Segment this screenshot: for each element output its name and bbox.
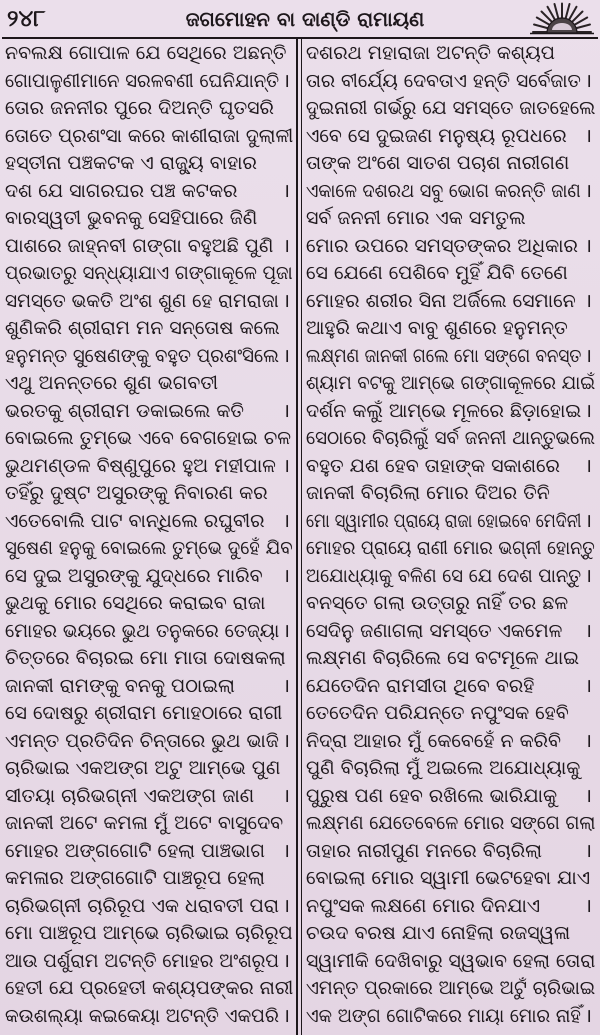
verse-text: ତୋର ଜନନୀର ପୁରେ ଦିଅନ୍ତି ଘୃତସରି (5, 97, 274, 119)
verse-text: ଚିତ୍ତରେ ବିଚାରଇ ମୋ ମାତା ଦୋଷକଲା (5, 647, 286, 669)
verse-line (5, 728, 293, 756)
verse-text: ଜାନକୀ ଅଟେ କମଳା ମୁଁ ଅଟେ ବାସୁଦେବ (5, 812, 284, 834)
verse-line (5, 288, 293, 316)
verse-line (5, 948, 293, 976)
verse-line (5, 563, 293, 591)
verse-line (5, 150, 293, 178)
danda-mark: । (282, 894, 290, 917)
verse-text: ଜାନକୀ ରାମଙ୍କୁ ବନକୁ ପଠାଇଲା (5, 674, 235, 697)
verse-text: ସେ ଦୁଇ ଅସୁରଙ୍କୁ ଯୁଦ୍ଧରେ ମାରିବ (5, 564, 263, 587)
verse-line (306, 893, 595, 921)
verse-text: ଚାରିଭଗ୍ନୀ ଚାରିରୂପ ଏକ ଧରାବତୀ ପରା (5, 894, 279, 917)
verse-text: ଏତେବୋଲି ପାଟ ବାନ୍ଧିଲେ ରଘୁବୀର (5, 509, 265, 532)
verse-line (5, 1003, 293, 1031)
verse-text: ହନୁମନ୍ତ ସୁଷେଣଙ୍କୁ ବହୁତ ପ୍ରଶଂସିଲେ (5, 344, 279, 367)
verse-text: କଉଶଲ୍ୟା କଇକେୟା ଅଟନ୍ତି ଏକପରି (5, 1004, 279, 1027)
verse-line (5, 315, 293, 343)
verse-text: ସମସ୍ତେ ଭକତି ଅଂଶ ଶୁଣ ହେ ରାମରାଜା (5, 289, 279, 312)
verse-line (5, 95, 293, 123)
verse-text: ଲକ୍ଷ୍ମଣ ଯେତେବେଳେ ମୋର ସଙ୍ଗେ ଗଲା (306, 812, 595, 834)
verse-line (5, 123, 293, 151)
page-number: ୨୪୮ (7, 6, 46, 32)
danda-mark: । (282, 1004, 290, 1027)
verse-text: ମୋର ଉପରେ ସମସ୍ତଙ୍କର ଅଧିକାର (306, 234, 578, 257)
verse-line (5, 398, 293, 426)
danda-mark: । (584, 344, 592, 367)
verse-text: ତାଙ୍କ ଅଂଶେ ସାତଶ ପଚାଶ ନାରୀଗଣ (306, 152, 570, 174)
verse-text: ହସ୍ତୀନା ପଞ୍ଚକଟକ ଏ ରାଜ୍ୟୁ ବାହାର (5, 152, 257, 174)
verse-line (306, 838, 595, 866)
verse-text: ଆଉ ପର୍ଶୁରାମ ଅଟନ୍ତି ମୋହର ଅଂଶରୂପ (5, 949, 280, 972)
verse-line (5, 205, 293, 233)
verse-text: ଚାରିଭାଇ ଏକଅଙ୍ଗ ଅଟୁ ଆମ୍ଭେ ପୁଣ (5, 757, 281, 779)
verse-text: ମୋହର ଅଙ୍ଗଗୋଟି ହେଲା ପାଞ୍ଚଭାଗ (5, 839, 265, 862)
verse-line (306, 865, 595, 893)
verse-line (5, 838, 293, 866)
verse-line (5, 535, 293, 563)
verse-text: ନବଲକ୍ଷ ଗୋପାଳ ଯେ ସେଥିରେ ଅଛନ୍ତି (5, 42, 287, 64)
verse-line (5, 893, 293, 921)
danda-mark: । (282, 344, 290, 367)
danda-mark: । (282, 234, 290, 257)
danda-mark: । (584, 1004, 592, 1027)
verse-line (306, 783, 595, 811)
danda-mark: । (282, 674, 290, 697)
verse-line (306, 425, 595, 453)
verse-text: ଏକ ଅଙ୍ଗ ଗୋଟିକରେ ମାୟା ମୋର ନାହିଁ (306, 1004, 581, 1027)
danda-mark: । (282, 949, 290, 972)
verse-line (306, 205, 595, 233)
verse-line (306, 755, 595, 783)
verse-text: ନିଦ୍ରା ଆହାର ମୁଁ କେବେହେଁ ନ କରିବି (306, 729, 562, 752)
danda-mark: । (584, 234, 592, 257)
verse-text: ତାହାର ନାରୀପୁଣ ମନରେ ବିଚାରିଲା (306, 839, 543, 862)
verse-line (306, 95, 595, 123)
danda-mark: । (584, 729, 592, 752)
verse-line (5, 178, 293, 206)
verse-line (306, 40, 595, 68)
verse-text: ପ୍ରଭାତରୁ ସନ୍ଧ୍ୟାଯାଏ ଗଙ୍ଗାକୂଳେ ପୂଜା (5, 262, 293, 284)
verse-line (306, 645, 595, 673)
verse-line (5, 645, 293, 673)
right-column (306, 40, 595, 1030)
rising-sun-logo-icon (528, 2, 596, 36)
verse-text: ତାର ବୀର୍ଯ୍ୟେ ଦେବତାଏ ହନ୍ତି ସର୍ବେଜାତ (306, 69, 581, 92)
verse-text: ଲକ୍ଷ୍ମଣ ଜାନକୀ ଗଲେ ମୋ ସଙ୍ଗେ ବନସ୍ତ (306, 344, 582, 367)
verse-line (5, 370, 293, 398)
danda-mark: । (282, 509, 290, 532)
column-divider (301, 39, 303, 1035)
danda-mark: । (584, 894, 592, 917)
verse-text: ଶୁଣିକରି ଶ୍ରୀରାମ ମନ ସନ୍ତୋଷ କଲେ (5, 317, 280, 339)
danda-mark: । (282, 839, 290, 862)
verse-line (5, 590, 293, 618)
verse-line (5, 260, 293, 288)
verse-text: ଲକ୍ଷ୍ମଣ ବିଚାରିଲେ ସେ ବଟମୂଳେ ଥାଇ (306, 647, 580, 669)
verse-text: ବନସ୍ତେ ଗଲା ଉତ୍ତାରୁ ନାହିଁ ତର ଛଳ (306, 592, 569, 614)
verse-text: ଯେତେଦିନ ରାମସୀତା ଥିବେ ବରହି (306, 674, 535, 697)
danda-mark: । (584, 289, 592, 312)
verse-line (306, 975, 595, 1003)
verse-text: ବୋଇଲା ମୋର ସ୍ୱାମୀ ଭେଟହେବା ଯାଏ (306, 867, 591, 889)
danda-mark: । (282, 399, 290, 422)
verse-line (306, 673, 595, 701)
verse-line (306, 508, 595, 536)
verse-text: ବହୁତ ଯଶ ହେବ ତାହାଙ୍କ ସକାଶରେ (306, 454, 560, 477)
verse-text: ମୋହର ଶରୀର ସିନା ଅର୍ଜିଲେ ସେମାନେ (306, 289, 576, 312)
verse-line (306, 343, 595, 371)
verse-text: ଜାନକୀ ବିଚାରିଲା ମୋର ଦିଅର ତିନି (306, 482, 550, 504)
verse-text: ସେ ଯେଣେ ପେଶିବେ ମୁହିଁ ଯିବି ତେଣେ (306, 262, 568, 284)
verse-text: ତୋତେ ପ୍ରଶଂସା କରେ କାଶୀରାଜା ଦୁଲାଳୀ (5, 124, 293, 147)
verse-text: ଦଶ ଯେ ସାଗରଘର ପଞ୍ଚ କଟକର (5, 179, 238, 202)
danda-mark: । (282, 454, 290, 477)
verse-line (306, 563, 595, 591)
verse-line (306, 948, 595, 976)
verse-line (306, 150, 595, 178)
danda-mark: । (584, 619, 592, 642)
verse-text: ମୋ ପାଞ୍ଚରୂପ ଆମ୍ଭେ ଚାରିଭାଇ ଚାରିରୂପ (5, 922, 293, 944)
danda-mark: । (584, 564, 592, 587)
verse-line (306, 398, 595, 426)
verse-text: ପୁରୁଷ ପଣ ହେବ ରଖିଲେ ଭାରିଯାକୁ (306, 784, 557, 807)
verse-line (5, 453, 293, 481)
verse-line (5, 783, 293, 811)
verse-text: ସେ ଦୋଷରୁ ଶ୍ରୀରାମ ମୋହଠାରେ ରାଗୀ (5, 702, 283, 724)
verse-text: ମୋ ସ୍ୱାମୀର ପ୍ରାୟେ ରାଜା ହୋଇବେ ମେଦିନୀ (306, 509, 582, 532)
verse-line (306, 535, 595, 563)
danda-mark: । (584, 839, 592, 862)
danda-mark: । (584, 509, 592, 532)
verse-text: ନପୁଂସକ ଲକ୍ଷଣେ ମୋର ଦିନଯାଏ (306, 894, 541, 917)
danda-mark: । (584, 674, 592, 697)
danda-mark: । (584, 179, 592, 202)
verse-text: ଏମନ୍ତ ପ୍ରକାରେ ଆମ୍ଭେ ଅଟୁଁ ଚାରିଭାଇ (306, 977, 595, 999)
verse-text: ଶ୍ୟାମ ବଟକୁ ଆମ୍ଭେ ଗଙ୍ଗାକୂଳରେ ଯାଇଁ (306, 372, 595, 394)
verse-text: ସେଠାରେ ବିଚାରିଲୁଁ ସର୍ବ ଜନନୀ ଥାନ୍ତୁଭଲେ (306, 427, 595, 449)
danda-mark: । (282, 179, 290, 202)
verse-line (5, 700, 293, 728)
verse-text: ସୀତୟା ଚାରିଭଗ୍ନୀ ଏକଅଙ୍ଗ ଜାଣ (5, 784, 255, 807)
verse-line (306, 1003, 595, 1031)
verse-line (5, 618, 293, 646)
running-title: ଜଗମୋହନ ବା ଦାଣ୍ଡି ରାମାୟଣ (185, 7, 425, 31)
verse-text: ପାଶରେ ଜାହ୍ନବୀ ଗଙ୍ଗା ବହୁଅଛି ପୁଣି (5, 234, 274, 257)
verse-line (306, 453, 595, 481)
verse-text: ଆହୁରି କଥାଏ ବାବୁ ଶୁଣରେ ହନୁମନ୍ତ (306, 317, 568, 339)
verse-text: ଏମନ୍ତ ପ୍ରତିଦିନ ଚିନ୍ତାରେ ଭୁଥ ଭାଜି (5, 729, 279, 752)
verse-text: ଭରତକୁ ଶ୍ରୀରାମ ଡକାଇଲେ କତି (5, 399, 244, 422)
verse-text: ବୋଇଲେ ତୁମ୍ଭେ ଏବେ ବେଗହୋଇ ଚଳ (5, 427, 291, 449)
left-column (5, 40, 293, 1030)
verse-text: ଏଥୁ ଅନନ୍ତରେ ଶୁଣ ଭଗବତୀ (5, 372, 219, 394)
verse-text: ଭୁଥକୁ ମୋର ସେଥିରେ କରାଇବ ରାଜା (5, 592, 266, 614)
verse-text: ହେତୀ ଯେ ପ୍ରହେତୀ କଶ୍ୟପଙ୍କର ନାରୀ (5, 977, 293, 999)
verse-line (5, 68, 293, 96)
verse-text: ମୋହର ଭୟରେ ଭୁଥ ତନୁକରେ ତେଜ୍ୟା (5, 619, 280, 642)
verse-line (5, 920, 293, 948)
verse-line (306, 700, 595, 728)
verse-line (5, 755, 293, 783)
verse-line (306, 618, 595, 646)
verse-line (306, 810, 595, 838)
verse-text: ପୁଣି ବିଚାରିଲା ମୁଁ ଅଇଲେ ଅଯୋଧ୍ୟାକୁ (306, 757, 581, 779)
verse-text: ଏକାଳେ ଦଶରଥ ସବୁ ଭୋଗ କରନ୍ତି ଜାଣ (306, 179, 581, 202)
verse-line (306, 288, 595, 316)
column-divider (296, 39, 298, 1035)
verse-line (5, 508, 293, 536)
danda-mark: । (584, 399, 592, 422)
verse-line (5, 865, 293, 893)
verse-text: ମୋହର ପ୍ରାୟେ ରାଣୀ ମୋର ଭଗ୍ନୀ ହୋନ୍ତୁ (306, 537, 595, 559)
verse-text: ଦର୍ଶନ କଲୁଁ ଆମ୍ଭେ ମୂଳରେ ଛିଡ଼ାହୋଇ (306, 399, 582, 422)
verse-text: ସେଦିନୁ ଜଣାଗଲା ସମସ୍ତେ ଏକମେଳ (306, 619, 563, 642)
danda-mark: । (282, 564, 290, 587)
verse-text: ତହିଁରୁ ଦୁଷ୍ଟ ଅସୁରଙ୍କୁ ନିବାରଣ କର (5, 482, 268, 504)
verse-text: ସର୍ବ ଜନନୀ ମୋର ଏକ ସମତୁଲ (306, 207, 526, 229)
verse-line (5, 480, 293, 508)
danda-mark: । (282, 69, 290, 92)
verse-text: ତେତେଦିନ ପରିଯନ୍ତେ ନପୁଂସକ ହେବି (306, 702, 569, 724)
verse-line (5, 425, 293, 453)
danda-mark: । (282, 619, 290, 642)
verse-line (5, 673, 293, 701)
verse-line (306, 370, 595, 398)
verse-line (5, 343, 293, 371)
verse-text: ସୁଷେଣ ହନୁକୁ ବୋଇଲେ ତୁମ୍ଭେ ଦୁହେଁ ଯିବ (5, 537, 293, 559)
verse-line (306, 480, 595, 508)
danda-mark: । (282, 784, 290, 807)
verse-line (5, 810, 293, 838)
verse-text: ଏବେ ସେ ଦୁଇଜଣ ମନୁଷ୍ୟ ରୂପଧରେ (306, 124, 567, 147)
verse-text: ଭୁଥମଣ୍ଡଳ ବିଷ୍ଣୁପୁରେ ହୁଅ ମହୀପାଳ (5, 454, 276, 477)
verse-line (306, 920, 595, 948)
verse-line (306, 260, 595, 288)
verse-text: ଅଯୋଧ୍ୟାକୁ ବଳିଣ ସେ ଯେ ଦେଶ ପାନ୍ତୁ (306, 564, 582, 587)
verse-line (306, 728, 595, 756)
danda-mark: । (584, 784, 592, 807)
verse-text: ବାରସ୍ୱତୀ ଭୁବନକୁ ସେହିପାରେ ଜିଣି (5, 207, 258, 229)
verse-line (306, 123, 595, 151)
verse-line (306, 590, 595, 618)
verse-text: କମଳାର ଅଙ୍ଗଗୋଟି ପାଞ୍ଚରୂପ ହେଲା (5, 867, 265, 889)
verse-text: ଚଉଦ ବରଷ ଯାଏ ନୋହିଲା ରଜସ୍ୱଳା (306, 922, 571, 944)
verse-text: ଦଶରଥ ମହାରାଜା ଅଟନ୍ତି କଶ୍ୟପ (306, 42, 555, 64)
verse-line (306, 68, 595, 96)
verse-line (5, 975, 293, 1003)
danda-mark: । (584, 69, 592, 92)
danda-mark: । (584, 124, 592, 147)
verse-line (306, 233, 595, 261)
verse-line (306, 315, 595, 343)
danda-mark: । (584, 454, 592, 477)
verse-line (306, 178, 595, 206)
verse-text: ଦୁଇନାରୀ ଗର୍ଭରୁ ଯେ ସମସ୍ତେ ଜାତହେଲେ (306, 97, 595, 119)
verse-text: ଗୋପାଳୁଣୀମାନେ ସରଳବଣୀ ଘେନିଯାନ୍ତି (5, 69, 280, 92)
verse-line (5, 233, 293, 261)
danda-mark: । (282, 289, 290, 312)
danda-mark: । (282, 729, 290, 752)
verse-text: ସ୍ୱାମୀକି ଦେଖିବାରୁ ସ୍ୱଭାବ ହେଲା ତୋରା (306, 949, 595, 972)
verse-line (5, 40, 293, 68)
